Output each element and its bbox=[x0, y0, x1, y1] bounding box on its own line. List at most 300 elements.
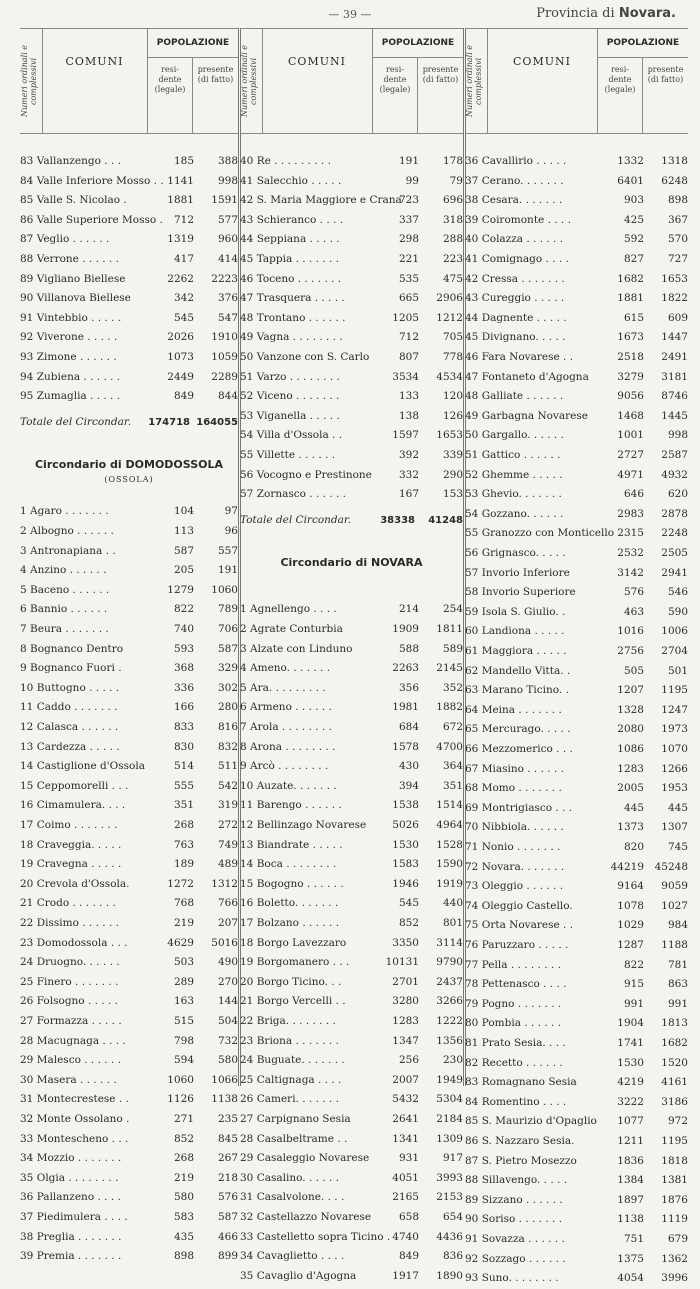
row-number: 84 bbox=[465, 1095, 479, 1108]
comune-name bbox=[240, 289, 380, 309]
comune-name bbox=[240, 191, 402, 211]
comune-name bbox=[465, 250, 605, 270]
residente-value: 167 bbox=[398, 488, 419, 501]
row-number: 87 bbox=[465, 1154, 479, 1167]
comune-name bbox=[240, 368, 380, 388]
comune-name bbox=[20, 600, 150, 620]
presente-value: 2587 bbox=[661, 449, 688, 461]
comune-label: Viverone . . . . . bbox=[36, 331, 118, 344]
comune-label: Briga. . . . . . . . bbox=[256, 1015, 336, 1027]
residente-value: 104 bbox=[173, 505, 194, 518]
presente-value: 1514 bbox=[436, 799, 463, 812]
total-presente: 41248 bbox=[428, 514, 463, 526]
presente-value: 1312 bbox=[211, 877, 238, 890]
residente-value: 219 bbox=[173, 917, 194, 929]
comune-name bbox=[465, 230, 605, 250]
row-number: 14 bbox=[240, 858, 254, 871]
comune-label: Momo . . . . . . . bbox=[481, 782, 562, 795]
row-number: 55 bbox=[240, 449, 254, 461]
row-number: 80 bbox=[465, 1017, 479, 1030]
comune-name bbox=[465, 740, 605, 760]
presente-value: 816 bbox=[217, 721, 238, 733]
comune-label: Arona . . . . . . . . bbox=[250, 740, 336, 753]
comune-label: Seppiana . . . . . bbox=[256, 233, 340, 246]
residente-value: 1881 bbox=[167, 194, 194, 207]
comune-name bbox=[465, 426, 605, 446]
row-number: 69 bbox=[465, 801, 479, 814]
residente-value: 2262 bbox=[167, 272, 194, 285]
comune-name bbox=[20, 387, 150, 407]
presente-value: 388 bbox=[217, 155, 238, 167]
comune-name bbox=[465, 603, 605, 623]
residente-value: 445 bbox=[623, 801, 644, 814]
residente-value: 1016 bbox=[617, 625, 644, 638]
residente-value: 1283 bbox=[617, 762, 644, 775]
residente-value: 435 bbox=[173, 1230, 194, 1243]
row-number: 91 bbox=[465, 1233, 479, 1245]
comune-name bbox=[240, 1110, 380, 1130]
comune-label: Mercurago. . . . . bbox=[481, 723, 571, 736]
table-row bbox=[20, 1110, 238, 1130]
residente-value: 2518 bbox=[617, 351, 644, 363]
comune-label: Caddo . . . . . . . bbox=[36, 701, 118, 714]
presente-value: 781 bbox=[667, 958, 688, 971]
presente-value: 414 bbox=[217, 253, 238, 265]
comune-label: Invorio Superiore bbox=[481, 586, 576, 599]
table-row bbox=[20, 230, 238, 250]
comune-label: Oleggio Castello. bbox=[481, 899, 573, 912]
row-number: 92 bbox=[20, 331, 34, 344]
row-number: 32 bbox=[20, 1113, 34, 1125]
comune-label: Pella . . . . . . . . bbox=[481, 958, 561, 971]
table-row bbox=[465, 603, 688, 623]
comune-label: Granozzo con Monticello bbox=[481, 527, 615, 540]
presente-value: 557 bbox=[217, 544, 238, 557]
row-number: 64 bbox=[465, 703, 479, 716]
comune-label: Pombia . . . . . . bbox=[481, 1017, 562, 1030]
table-row bbox=[465, 1073, 688, 1093]
comune-name bbox=[465, 191, 605, 211]
residente-value: 1073 bbox=[167, 351, 194, 363]
presente-value: 1027 bbox=[661, 899, 688, 912]
presente-value: 3181 bbox=[661, 370, 688, 383]
presente-value: 832 bbox=[217, 740, 238, 753]
circondario-total bbox=[20, 413, 238, 433]
comune-label: Nonio . . . . . . . bbox=[481, 841, 561, 853]
comune-name bbox=[240, 640, 380, 660]
comune-name bbox=[240, 446, 380, 466]
row-number: 73 bbox=[465, 880, 479, 893]
comune-name bbox=[240, 1208, 380, 1228]
comune-label: Re . . . . . . . . . bbox=[256, 155, 331, 167]
residente-value: 1272 bbox=[167, 877, 194, 890]
comune-name bbox=[20, 561, 150, 581]
row-number: 59 bbox=[465, 605, 479, 618]
comune-name bbox=[465, 936, 605, 956]
table-row bbox=[465, 466, 688, 486]
table-row bbox=[465, 250, 688, 270]
comune-label: Veglio . . . . . . bbox=[36, 233, 110, 246]
presente-value: 144 bbox=[217, 995, 238, 1008]
residente-value: 849 bbox=[173, 390, 194, 403]
comune-label: Miasino . . . . . . bbox=[481, 762, 564, 775]
residente-value: 1332 bbox=[617, 155, 644, 167]
table-row bbox=[20, 1071, 238, 1091]
comune-label: Caltignaga . . . . bbox=[256, 1073, 342, 1086]
comune-name bbox=[240, 973, 380, 993]
table-row bbox=[20, 211, 238, 231]
residente-value: 2315 bbox=[617, 527, 644, 540]
presente-value: 1919 bbox=[436, 877, 463, 890]
table-row bbox=[20, 348, 238, 368]
comune-label: Landiona . . . . . bbox=[481, 625, 565, 638]
table-row bbox=[20, 309, 238, 329]
row-number: 43 bbox=[240, 213, 254, 226]
table-row bbox=[465, 1269, 688, 1289]
table-row bbox=[465, 387, 688, 407]
residente-value: 430 bbox=[398, 760, 419, 773]
row-number: 4 bbox=[20, 564, 27, 577]
comune-name bbox=[20, 1071, 150, 1091]
table-row bbox=[20, 1012, 238, 1032]
table-row bbox=[20, 152, 238, 172]
row-number: 19 bbox=[20, 858, 34, 871]
comune-label: Casalbeltrame . . bbox=[256, 1132, 348, 1145]
comune-name bbox=[20, 679, 150, 699]
table-row bbox=[465, 956, 688, 976]
comune-name bbox=[20, 659, 150, 679]
presente-value: 998 bbox=[217, 174, 238, 187]
column-1 bbox=[20, 28, 238, 1263]
row-number: 28 bbox=[240, 1132, 254, 1145]
comune-label: Calasca . . . . . . bbox=[36, 721, 119, 733]
row-number: 83 bbox=[465, 1076, 479, 1089]
residente-value: 1141 bbox=[167, 174, 194, 187]
table-row bbox=[20, 738, 238, 758]
table-row bbox=[240, 738, 463, 758]
circondario-subtitle: (OSSOLA) bbox=[104, 475, 154, 485]
comune-label: Mozzio . . . . . . . bbox=[36, 1152, 122, 1165]
presente-value: 960 bbox=[217, 233, 238, 246]
comune-name bbox=[20, 1110, 150, 1130]
residente-value: 833 bbox=[173, 721, 194, 733]
presente-value: 2289 bbox=[211, 370, 238, 383]
presente-value: 789 bbox=[217, 603, 238, 616]
presente-value: 5016 bbox=[211, 936, 238, 949]
presente-value: 972 bbox=[667, 1115, 688, 1128]
comune-label: Trasquera . . . . . bbox=[256, 292, 345, 305]
comune-label: Montecrestese . . bbox=[36, 1093, 129, 1106]
table-row bbox=[20, 620, 238, 640]
table-row bbox=[20, 1188, 238, 1208]
residente-value: 898 bbox=[173, 1250, 194, 1263]
presente-value: 1309 bbox=[436, 1132, 463, 1145]
comune-name bbox=[240, 659, 380, 679]
comune-label: Soriso . . . . . . . bbox=[481, 1213, 563, 1226]
presente-value: 898 bbox=[667, 194, 688, 207]
comune-label: Colazza . . . . . . bbox=[481, 233, 564, 246]
row-number: 86 bbox=[20, 213, 34, 226]
presente-value: 732 bbox=[217, 1034, 238, 1047]
presente-value: 1822 bbox=[661, 292, 688, 305]
comune-name bbox=[240, 757, 380, 777]
table-row bbox=[465, 1152, 688, 1172]
row-number: 90 bbox=[465, 1213, 479, 1226]
column-2 bbox=[240, 28, 463, 1282]
comune-label: Vintebbio . . . . . bbox=[36, 311, 122, 324]
presente-value: 1066 bbox=[211, 1073, 238, 1086]
comune-name bbox=[240, 387, 380, 407]
comune-label: Biandrate . . . . . bbox=[256, 838, 343, 851]
table-row bbox=[240, 1012, 463, 1032]
comune-label: Anzino . . . . . . bbox=[30, 564, 107, 577]
residente-value: 1538 bbox=[392, 799, 419, 812]
row-number: 10 bbox=[20, 681, 34, 694]
table-row bbox=[240, 836, 463, 856]
comune-label: Villa d'Ossola . . bbox=[256, 429, 343, 442]
table-row bbox=[240, 152, 463, 172]
row-number: 39 bbox=[465, 213, 479, 226]
table-row bbox=[465, 191, 688, 211]
row-number: 14 bbox=[20, 760, 34, 773]
residente-value: 555 bbox=[173, 779, 194, 792]
table-row bbox=[465, 407, 688, 427]
residente-value: 852 bbox=[398, 917, 419, 929]
residente-value: 991 bbox=[623, 997, 644, 1010]
table-row bbox=[465, 858, 688, 878]
residente-value: 1741 bbox=[617, 1037, 644, 1049]
table-row bbox=[20, 914, 238, 934]
presente-value: 749 bbox=[217, 838, 238, 851]
ordinal-header bbox=[465, 29, 488, 133]
comune-label: Finero . . . . . . . bbox=[36, 975, 119, 988]
presente-value: 2906 bbox=[436, 292, 463, 305]
presente-value: 6248 bbox=[661, 174, 688, 187]
presente-value: 609 bbox=[667, 311, 688, 324]
comune-label: Crodo . . . . . . . bbox=[36, 897, 116, 910]
presente-value: 4534 bbox=[436, 370, 463, 383]
comune-label: Prato Sesia. . . . bbox=[481, 1037, 566, 1049]
comune-label: Isola S. Giulio. . bbox=[481, 605, 566, 618]
presente-value: 2491 bbox=[661, 351, 688, 363]
residente-value: 9164 bbox=[617, 880, 644, 893]
table-row bbox=[240, 640, 463, 660]
comune-label: Casalino. . . . . . bbox=[256, 1171, 339, 1184]
presente-value: 475 bbox=[442, 272, 463, 285]
comune-label: Ameno. . . . . . . bbox=[250, 662, 331, 675]
presente-value: 490 bbox=[217, 956, 238, 969]
residente-value: 514 bbox=[173, 760, 194, 773]
presente-value: 2145 bbox=[436, 662, 463, 675]
residente-value: 588 bbox=[398, 642, 419, 655]
presente-value: 302 bbox=[217, 681, 238, 694]
comune-name bbox=[465, 1210, 605, 1230]
row-number: 30 bbox=[240, 1171, 254, 1184]
table-row bbox=[240, 875, 463, 895]
table-row bbox=[20, 1130, 238, 1150]
comune-name bbox=[465, 1034, 605, 1054]
comune-label: Bolzano . . . . . . bbox=[256, 917, 340, 929]
row-number: 48 bbox=[240, 311, 254, 324]
residente-value: 798 bbox=[173, 1034, 194, 1047]
row-number: 47 bbox=[465, 370, 479, 383]
presente-value: 4161 bbox=[661, 1076, 688, 1089]
residente-value: 1909 bbox=[392, 623, 419, 635]
row-number: 3 bbox=[240, 642, 247, 655]
comune-name bbox=[240, 914, 380, 934]
comune-label: Vagna . . . . . . . . bbox=[256, 331, 343, 344]
row-number: 24 bbox=[20, 956, 34, 969]
comune-name bbox=[20, 368, 150, 388]
table-row bbox=[20, 640, 238, 660]
table-row bbox=[465, 1171, 688, 1191]
table-row bbox=[465, 1034, 688, 1054]
table-row bbox=[240, 679, 463, 699]
comune-name bbox=[465, 1171, 605, 1191]
comune-label: Bellinzago Novarese bbox=[256, 819, 367, 831]
table-row bbox=[240, 973, 463, 993]
residente-value: 712 bbox=[173, 213, 194, 226]
table-row bbox=[240, 466, 463, 486]
row-number: 26 bbox=[240, 1093, 254, 1106]
presente-value: 577 bbox=[217, 213, 238, 226]
residente-value: 1836 bbox=[617, 1154, 644, 1167]
row-number: 17 bbox=[20, 819, 34, 831]
comune-label: Cardezza . . . . . bbox=[36, 740, 120, 753]
comune-name bbox=[465, 897, 605, 917]
table-row bbox=[240, 796, 463, 816]
residente-value: 3142 bbox=[617, 566, 644, 579]
row-number: 62 bbox=[465, 664, 479, 677]
comune-name bbox=[240, 230, 380, 250]
comune-name bbox=[240, 211, 380, 231]
comune-name bbox=[20, 914, 150, 934]
comune-name bbox=[465, 564, 605, 584]
residente-value: 1283 bbox=[392, 1015, 419, 1027]
row-number: 9 bbox=[20, 662, 27, 675]
comune-label: Cureggio . . . . . bbox=[481, 292, 565, 305]
presente-value: 153 bbox=[442, 488, 463, 501]
table-row bbox=[20, 191, 238, 211]
row-number: 15 bbox=[240, 877, 254, 890]
presente-value: 587 bbox=[217, 1211, 238, 1223]
residente-value: 587 bbox=[173, 544, 194, 557]
presente-value: 1910 bbox=[211, 331, 238, 344]
comune-name bbox=[465, 1054, 605, 1074]
comune-label: Gargallo. . . . . . bbox=[481, 429, 564, 442]
row-number: 37 bbox=[20, 1211, 34, 1223]
comune-label: Mezzomerico . . . bbox=[481, 743, 573, 755]
row-number: 56 bbox=[465, 547, 479, 559]
table-header bbox=[20, 28, 238, 134]
comune-label: Agaro . . . . . . . bbox=[30, 505, 109, 518]
comune-label: Vigliano Biellese bbox=[36, 272, 126, 285]
row-number: 20 bbox=[240, 975, 254, 988]
row-number: 6 bbox=[240, 701, 247, 714]
table-row bbox=[465, 662, 688, 682]
table-row bbox=[465, 877, 688, 897]
table-row bbox=[240, 368, 463, 388]
comune-label: Mandello Vitta. . bbox=[481, 664, 571, 677]
row-number: 16 bbox=[240, 897, 254, 910]
row-number: 47 bbox=[240, 292, 254, 305]
presente-value: 1381 bbox=[661, 1174, 688, 1187]
comune-name bbox=[465, 681, 605, 701]
row-number: 41 bbox=[465, 253, 479, 265]
row-number: 31 bbox=[20, 1093, 34, 1106]
comune-name bbox=[240, 816, 380, 836]
residente-value: 2080 bbox=[617, 723, 644, 736]
table-row bbox=[240, 600, 463, 620]
table-row bbox=[20, 698, 238, 718]
presente-value: 9059 bbox=[661, 880, 688, 893]
comune-label: Pogno . . . . . . . bbox=[481, 997, 562, 1010]
ordinal-header-label: Numeri ordinali e complessivi bbox=[465, 44, 483, 118]
row-number: 24 bbox=[240, 1054, 254, 1067]
comune-name bbox=[240, 698, 380, 718]
residente-value: 5432 bbox=[392, 1093, 419, 1106]
table-row bbox=[240, 1090, 463, 1110]
table-row bbox=[20, 1051, 238, 1071]
comune-name bbox=[465, 916, 605, 936]
presente-value: 466 bbox=[217, 1230, 238, 1243]
comune-name bbox=[465, 956, 605, 976]
presente-value: 2184 bbox=[436, 1113, 463, 1125]
comune-name bbox=[240, 777, 380, 797]
residente-value: 2701 bbox=[392, 975, 419, 988]
presente-value: 79 bbox=[449, 174, 463, 187]
table-row bbox=[20, 836, 238, 856]
table-row bbox=[240, 446, 463, 466]
comune-name bbox=[465, 387, 605, 407]
residente-value: 1126 bbox=[167, 1093, 194, 1106]
comune-name bbox=[465, 368, 605, 388]
row-number: 23 bbox=[20, 936, 34, 949]
presente-value: 364 bbox=[442, 760, 463, 773]
row-number: 7 bbox=[240, 721, 247, 733]
comune-name bbox=[20, 973, 150, 993]
presente-value: 290 bbox=[442, 468, 463, 481]
comuni-header: COMUNI bbox=[42, 29, 148, 133]
presente-value: 801 bbox=[442, 917, 463, 929]
comuni-header: COMUNI bbox=[262, 29, 373, 133]
comune-label: Arola . . . . . . . . bbox=[250, 721, 332, 733]
residente-value: 1347 bbox=[392, 1034, 419, 1047]
comune-label: Sozzago . . . . . . bbox=[481, 1252, 566, 1265]
row-number: 27 bbox=[240, 1113, 254, 1125]
row-number: 44 bbox=[240, 233, 254, 246]
residente-value: 336 bbox=[173, 681, 194, 694]
row-number: 74 bbox=[465, 899, 479, 912]
presente-value: 1247 bbox=[661, 703, 688, 716]
row-number: 66 bbox=[465, 743, 479, 755]
comune-name bbox=[465, 799, 605, 819]
residente-value: 3222 bbox=[617, 1095, 644, 1108]
table-row bbox=[20, 777, 238, 797]
table-row bbox=[240, 1130, 463, 1150]
presente-value: 4932 bbox=[661, 468, 688, 481]
comune-label: Oleggio . . . . . . bbox=[481, 880, 564, 893]
comune-name bbox=[465, 583, 605, 603]
comune-label: Antronapiana . . bbox=[30, 544, 116, 557]
comune-label: Cavaglietto . . . . bbox=[256, 1250, 345, 1263]
comune-name bbox=[20, 1188, 150, 1208]
comune-name bbox=[465, 152, 605, 172]
table-row bbox=[20, 718, 238, 738]
presente-value: 766 bbox=[217, 897, 238, 910]
table-row bbox=[20, 855, 238, 875]
comune-label: Castiglione d'Ossola bbox=[36, 760, 145, 773]
